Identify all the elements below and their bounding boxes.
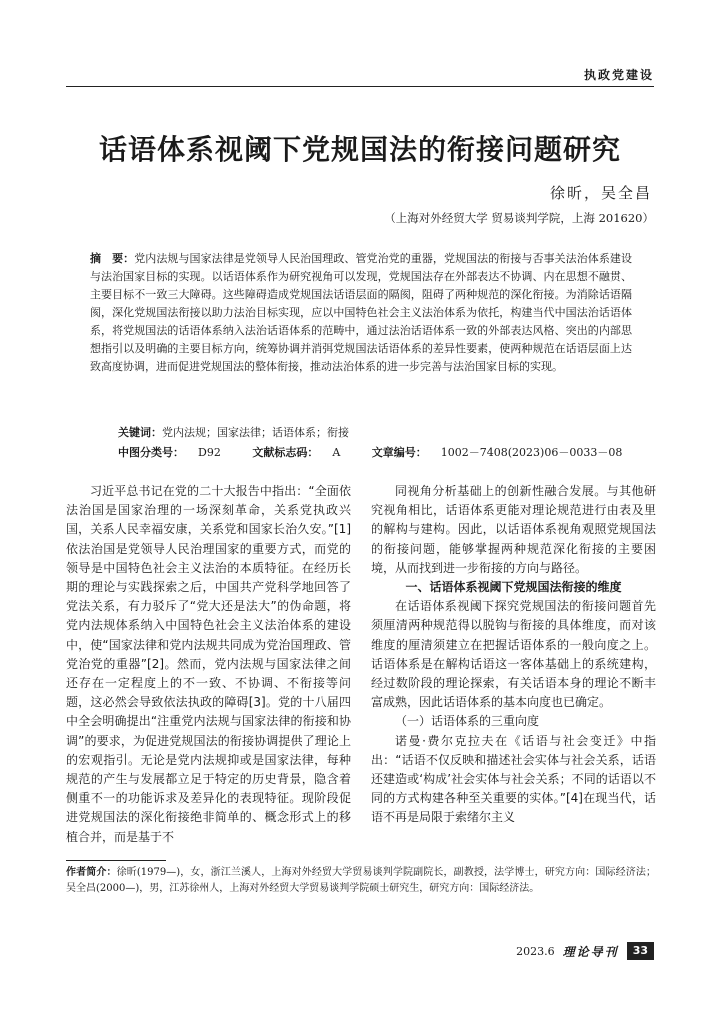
issue-date: 2023.6 (516, 944, 555, 958)
clc-value: D92 (198, 446, 221, 459)
keywords-label: 关键词： (118, 426, 162, 439)
footnote-label: 作者简介： (66, 867, 117, 878)
article-title: 话语体系视阈下党规国法的衔接问题研究 (98, 133, 621, 166)
author-affiliation: （上海对外经贸大学 贸易谈判学院，上海 201620） (384, 211, 654, 225)
article-no-value: 1002－7408(2023)06－0033－08 (440, 446, 623, 459)
keywords-text: 党内法规；国家法律；话语体系；衔接 (162, 426, 349, 439)
article-authors: 徐昕，吴全昌 (549, 184, 652, 202)
body-paragraph: 同视角分析基础上的创新性融合发展。与其他研究视角相比，话语体系更能对理论规范进行由表及里的解构与建构。因此，以话语体系视角观照党规国法的衔接问题，能够掌握两种规范深化衔接的主要困境，从而找到进一步衔接的方向与路径。 (371, 484, 656, 575)
body-column-left (66, 482, 351, 847)
article-no-label: 文章编号： (371, 446, 427, 459)
body-paragraph: 习近平总书记在党的二十大报告中指出：“全面依法治国是国家治理的一场深刻革命，关系党执政兴国，关系人民幸福安康，关系党和国家长治久安。”[1]依法治国是党领导人民治理国家的重要方式，而党的领导是中国特色社会主义法治的本质特征。在经历长期的理论与实践探索之后，中国共产党科学地回答了党法关系，有力驳斥了“党大还是法大”的伪命题，将党内法规体系纳入中国特色社会主义法治体系的建设中，使“国家法律和党内法规共同成为党治国理政、管党治党的重器”[2]。然而，党内法规与国家法律之间还存在一定程度上的不一致、不协调、不衔接等问题，这必然会导致依法执政的障碍[3]。党的十八届四中全会明确提出“注重党内法规与国家法律的衔接和协调”的要求，为促进党规国法的衔接协调提供了理论上的宏观指引。无论是党内法规抑或是国家法律，每种规范的产生与发展都立足于特定的历史背景，隐含着侧重不一的功能诉求及差异化的表现特征。现阶段促进党规国法的深化衔接绝非简单的、概念形式上的移植合并，而是基于不 (66, 484, 351, 844)
footnote-rule (66, 860, 166, 861)
footnote-text: 徐昕(1979—)，女，浙江兰溪人，上海对外经贸大学贸易谈判学院副院长，副教授，法学博士，研究方向：国际经济法；吴全昌(2000—)，男，江苏徐州人，上海对外经贸大学贸易谈判学院硕士研究生，研究方向：国际经济法。 (66, 867, 656, 894)
body-column-right (371, 482, 656, 828)
doc-code-value: A (332, 446, 341, 459)
abstract-text: 党内法规与国家法律是党领导人民治国理政、管党治党的重器，党规国法的衔接与否事关法治体系建设与法治国家目标的实现。以话语体系作为研究视角可以发现，党规国法存在外部表达不协调、内在思想不融贯、主要目标不一致三大障碍。这些障碍造成党规国法话语层面的隔阂，阻碍了两种规范的深化衔接。为消除话语隔阂，深化党规国法衔接以助力法治目标实现，应以中国特色社会主义法治体系为依托，构建当代中国法治话语体系，将党规国法的话语体系纳入法治话语体系的范畴中，通过法治话语体系一致的外部表达风格、突出的内部思想指引以及明确的主要目标方向，统筹协调并消弭党规国法话语体系的差异性要素，使两种规范在话语层面上达致高度协调，进而促进党规国法的整体衔接，推动法治体系的进一步完善与法治国家目标的实现。 (90, 252, 632, 373)
section-heading: 一、话语体系视阈下党规国法衔接的维度 (405, 580, 622, 595)
page-footer (516, 942, 654, 960)
abstract-label: 摘 要： (90, 252, 135, 265)
header-rule (66, 86, 654, 87)
classification-line (118, 444, 650, 462)
journal-name: 理论导刊 (562, 944, 619, 959)
section-label: 执政党建设 (583, 68, 654, 82)
body-paragraph: 在话语体系视阈下探究党规国法的衔接问题首先须厘清两种规范得以脱钩与衔接的具体维度，而对该维度的厘清须建立在把握话语体系的一般向度之上。话语体系是在解构话语这一客体基础上的系统建构，经过数阶段的理论探索，有关话语本身的理论不断丰富成熟，因此话语体系的基本向度也已确定。 (371, 599, 656, 710)
clc-label: 中图分类号： (118, 446, 184, 459)
subsection-heading: （一）话语体系的三重向度 (395, 714, 540, 729)
keywords (118, 424, 349, 442)
abstract (90, 250, 632, 376)
author-footnote (66, 865, 656, 897)
page-number: 33 (627, 942, 654, 960)
body-paragraph: 诺曼·费尔克拉夫在《话语与社会变迁》中指出：“话语不仅反映和描述社会实体与社会关系，话语还建造或‘构成’社会实体与社会关系；不同的话语以不同的方式构建各种至关重要的实体。”[4]在现当代，话语不再是局限于索绪尔主义 (371, 733, 656, 825)
doc-code-label: 文献标志码： (252, 446, 319, 459)
